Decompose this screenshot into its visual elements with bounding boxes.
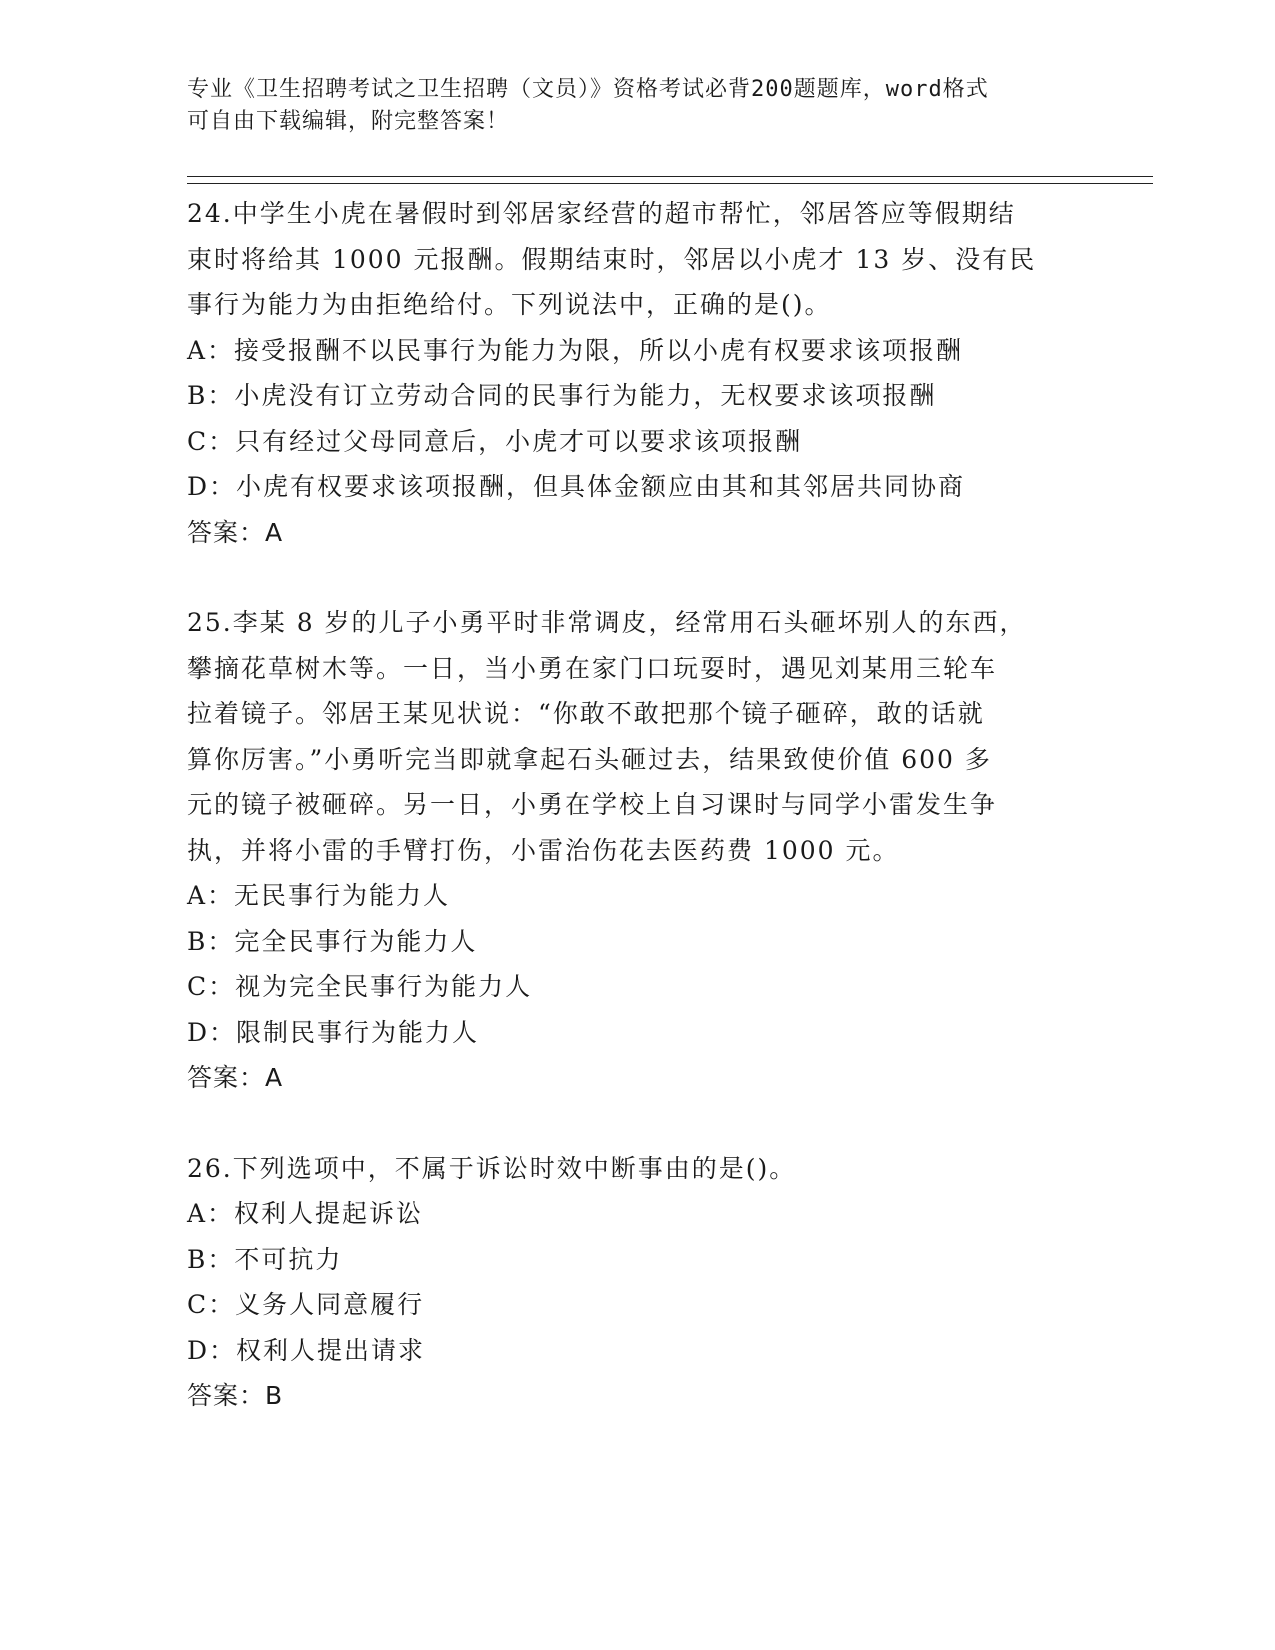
option-a: A：无民事行为能力人 (187, 881, 451, 910)
header-rule-top (187, 176, 1153, 177)
answer-label: 答案：A (187, 1063, 284, 1092)
question-text-line: 24.中学生小虎在暑假时到邻居家经营的超市帮忙，邻居答应等假期结 (187, 199, 1016, 228)
option-d: D：权利人提出请求 (187, 1335, 426, 1365)
question-spacer (187, 1101, 1087, 1146)
option-b: B：小虎没有订立劳动合同的民事行为能力，无权要求该项报酬 (187, 381, 937, 410)
question-text-line: 事行为能力为由拒绝给付。下列说法中，正确的是()。 (187, 290, 832, 319)
question-24 (187, 191, 1087, 555)
questions-body (187, 191, 1087, 1419)
question-25 (187, 600, 1087, 1101)
answer-label: 答案：B (187, 1381, 284, 1410)
option-b: B：完全民事行为能力人 (187, 926, 478, 956)
answer-label: 答案：A (187, 517, 284, 547)
question-spacer (187, 555, 1087, 600)
question-text-line: 算你厉害。”小勇听完当即就拿起石头砸过去，结果致使价值 600 多 (187, 744, 992, 774)
question-text-line: 执，并将小雷的手臂打伤，小雷治伤花去医药费 1000 元。 (187, 835, 900, 865)
question-text-line: 26.下列选项中，不属于诉讼时效中断事由的是()。 (187, 1153, 797, 1183)
header-title-line-1: 专业《卫生招聘考试之卫生招聘（文员）》资格考试必背200题题库，word格式 (187, 77, 989, 102)
question-text-line: 拉着镜子。邻居王某见状说：“你敢不敢把那个镜子砸碎，敢的话就 (187, 699, 985, 728)
option-b: B：不可抗力 (187, 1244, 343, 1274)
option-a: A：权利人提起诉讼 (187, 1199, 424, 1228)
question-text-line: 束时将给其 1000 元报酬。假期结束时，邻居以小虎才 13 岁、没有民 (187, 244, 1037, 274)
header-title-line-2: 可自由下载编辑，附完整答案！ (187, 109, 510, 134)
header-rule-bottom (187, 183, 1153, 184)
option-c: C：视为完全民事行为能力人 (187, 972, 533, 1001)
question-text-line: 攀摘花草树木等。一日，当小勇在家门口玩耍时，遇见刘某用三轮车 (187, 653, 998, 683)
option-c: C：义务人同意履行 (187, 1290, 425, 1319)
option-a: A：接受报酬不以民事行为能力为限，所以小虎有权要求该项报酬 (187, 335, 964, 365)
option-d: D：限制民事行为能力人 (187, 1017, 480, 1047)
question-text-line: 元的镜子被砸碎。另一日，小勇在学校上自习课时与同学小雷发生争 (187, 790, 998, 819)
question-26 (187, 1146, 1087, 1419)
option-c: C：只有经过父母同意后，小虎才可以要求该项报酬 (187, 426, 803, 456)
question-text-line: 25.李某 8 岁的儿子小勇平时非常调皮，经常用石头砸坏别人的东西， (187, 608, 1027, 637)
document-header (187, 74, 1067, 138)
option-d: D：小虎有权要求该项报酬，但具体金额应由其和其邻居共同协商 (187, 472, 966, 501)
